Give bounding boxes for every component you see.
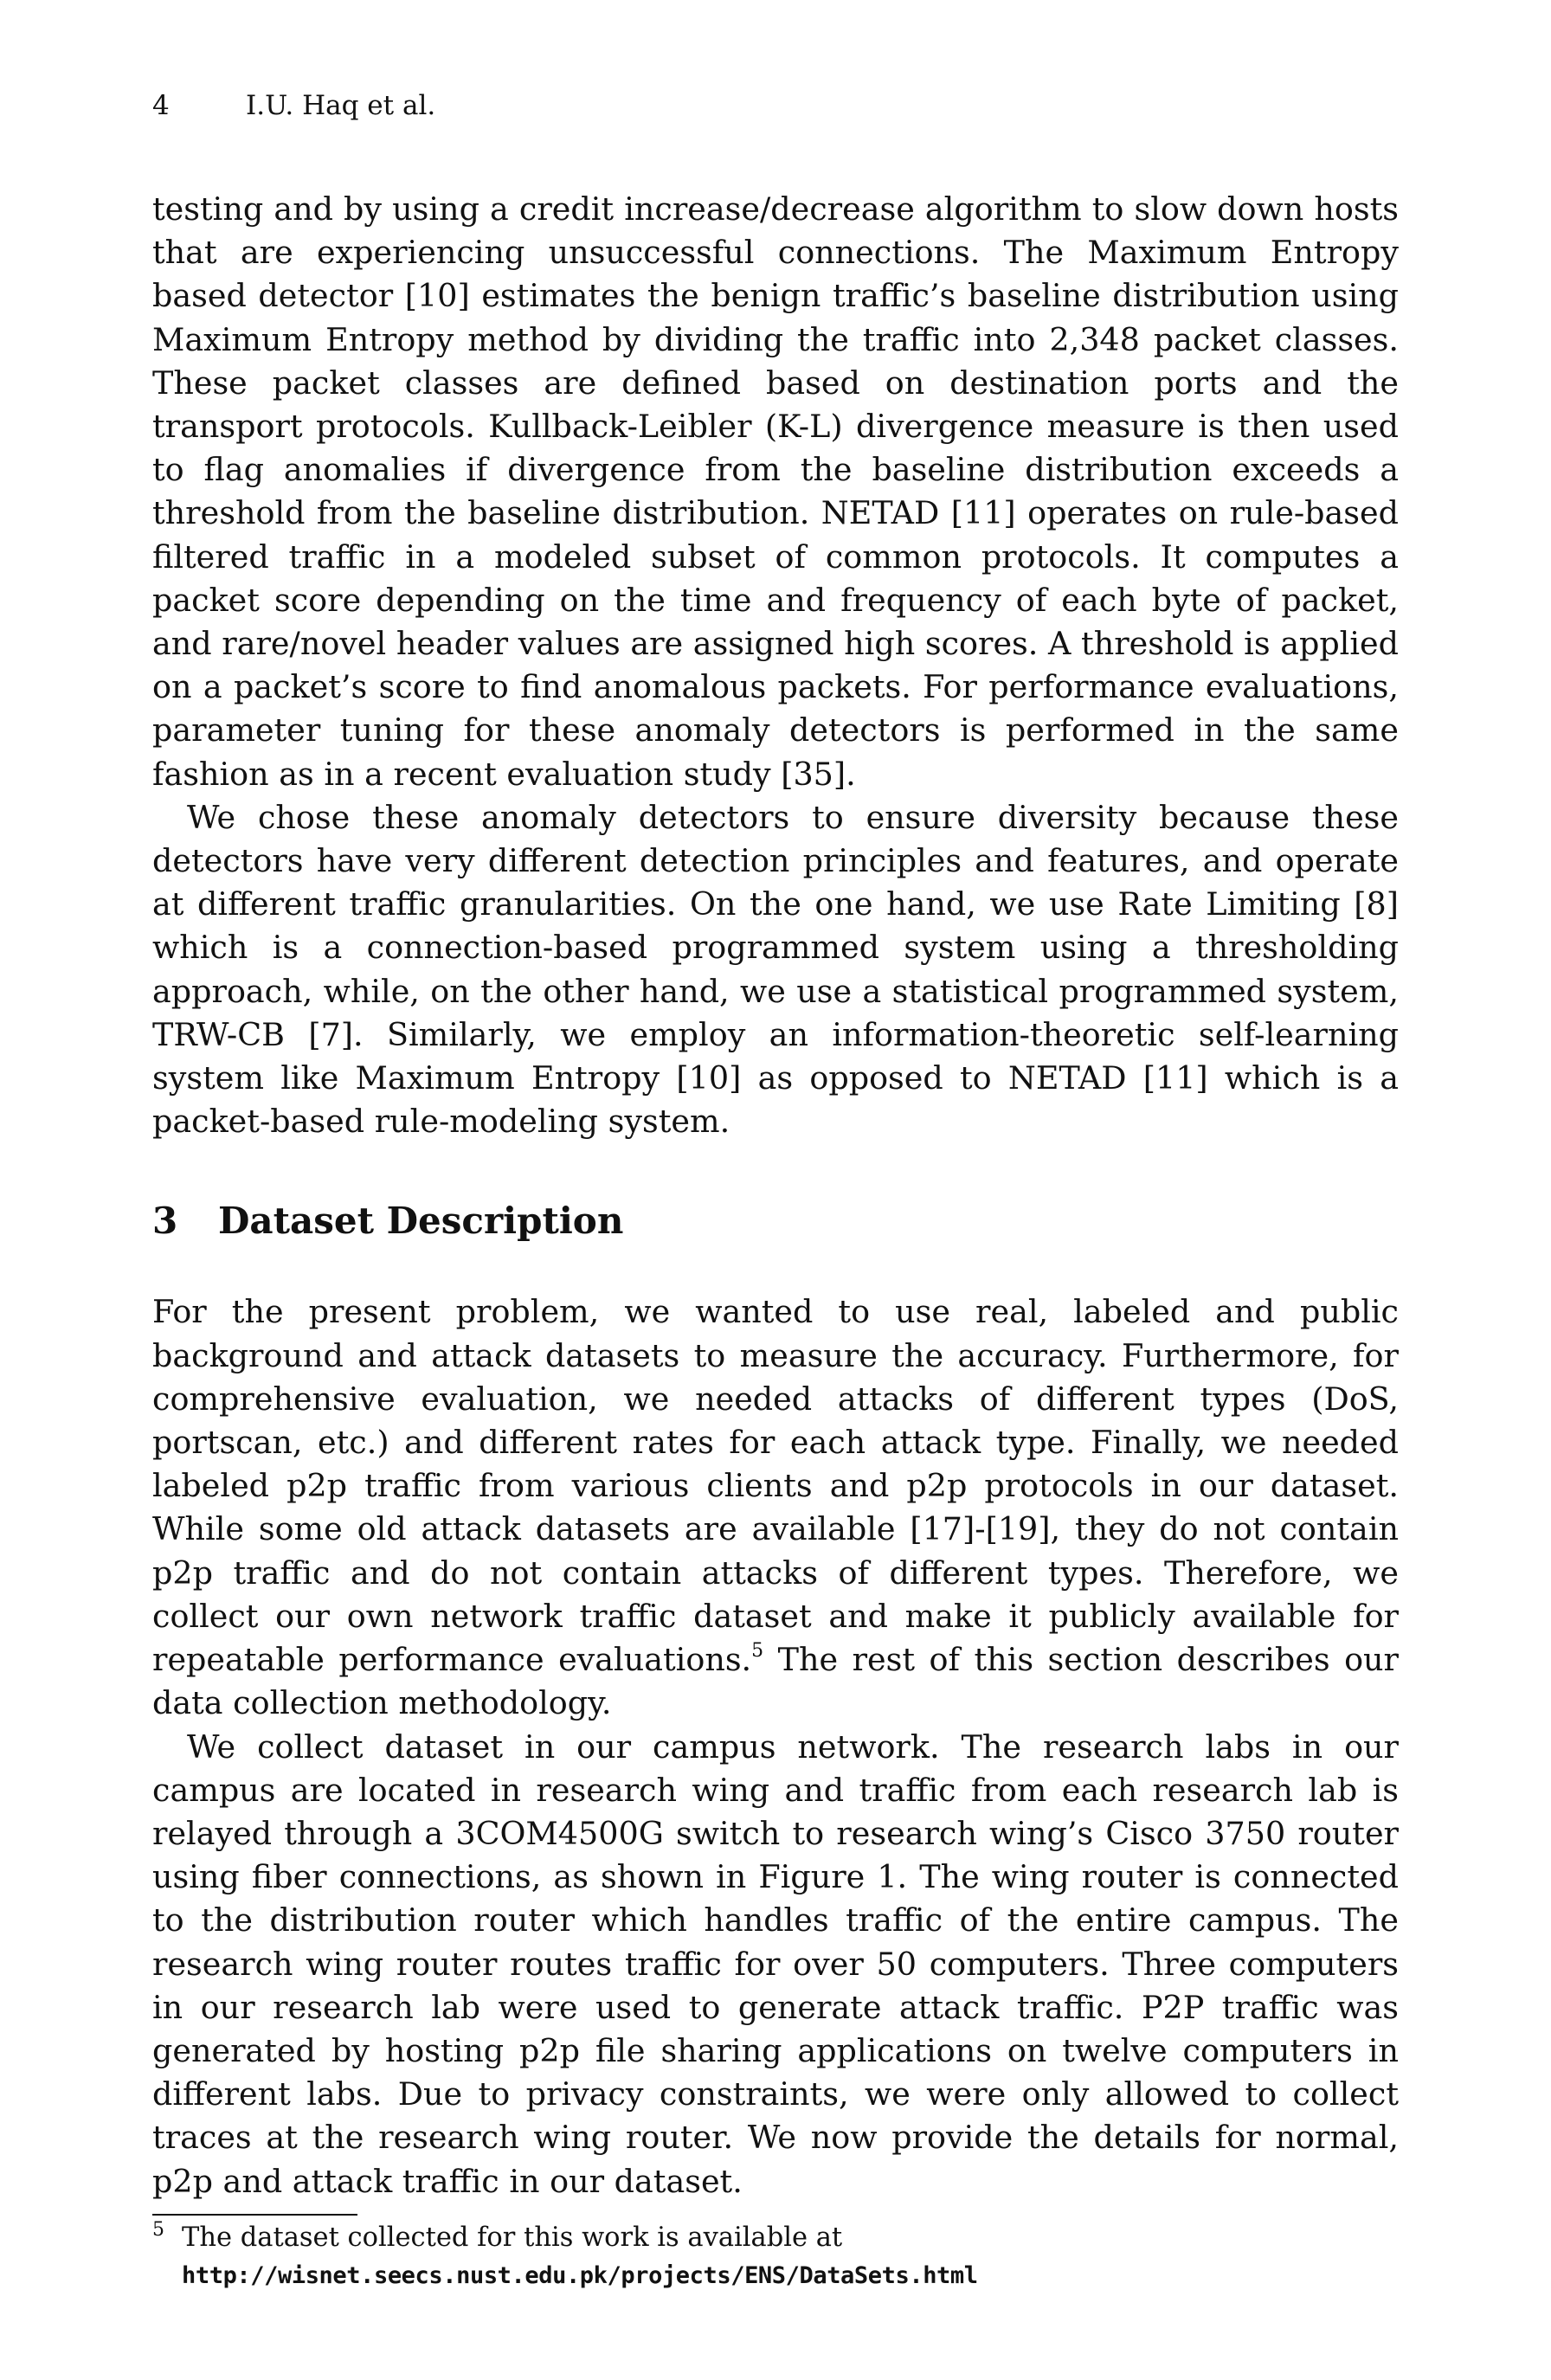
footnote-text: The dataset collected for this work is available at (182, 2222, 843, 2253)
running-head-authors: I.U. Haq et al. (246, 89, 436, 121)
running-head (152, 87, 1399, 125)
footnote-rule (152, 2214, 357, 2216)
paragraph-detector-diversity: We chose these anomaly detectors to ensure diversity because these detectors have very different detection principles and features, and operate at different traffic granularities. On the one hand, we use Rate Limiting [8] which is a connection-based programmed system using a thresholding approach, while, on the other hand, we use a statistical programmed system, TRW-CB [7]. Similarly, we employ an information-theoretic self-learning system like Maximum Entropy [10] as opposed to NETAD [11] which is a packet-based rule-modeling system. (152, 798, 1399, 1141)
paragraph-anomaly-detectors: testing and by using a credit increase/decrease algorithm to slow down hosts that are experiencing unsuccessful connections. The Maximum Entropy based detector [10] estimates the benign traffic’s baseline distribution using Maximum Entropy method by dividing the traffic into 2,348 packet classes. These packet classes are defined based on destination ports and the transport protocols. Kullback-Leibler (K-L) divergence measure is then used to flag anomalies if divergence from the baseline distribution exceeds a threshold from the baseline distribution. NETAD [11] operates on rule-based filtered traffic in a modeled subset of common protocols. It computes a packet score depending on the time and frequency of each byte of packet, and rare/novel header values are assigned high scores. A threshold is applied on a packet’s score to find anomalous packets. For performance evaluations, parameter tuning for these anomaly detectors is performed in the same fashion as in a recent evaluation study [35]. (152, 190, 1399, 793)
footnote: 5 The dataset collected for this work is available at http://wisnet.seecs.nust.edu.pk/projects/ENS/DataSets.html (152, 2219, 1399, 2295)
section-heading (152, 1197, 1399, 1245)
paragraph-dataset-requirements (152, 1290, 1399, 1725)
paragraph-dataset-requirements-tail: The rest of this section describes our data collection methodology. (152, 1641, 1399, 1722)
paragraph-campus-network: We collect dataset in our campus network. The research labs in our campus are located in research wing and traffic from each research lab is relayed through a 3COM4500G switch to research wing’s Cisco 3750 router using fiber connections, as shown in Figure 1. The wing router is connected to the distribution router which handles traffic of the entire campus. The research wing router routes traffic for over 50 computers. Three computers in our research lab were used to generate attack traffic. P2P traffic was generated by hosting p2p file sharing applications on twelve computers in different labs. Due to privacy constraints, we were only allowed to collect traces at the research wing router. We now provide the details for normal, p2p and attack traffic in our dataset. (152, 1727, 1399, 2200)
footnote-url[interactable]: http://wisnet.seecs.nust.edu.pk/projects/ENS/DataSets.html (182, 2261, 978, 2289)
page-number: 4 (152, 89, 170, 121)
paragraph-dataset-requirements-text: For the present problem, we wanted to use real, labeled and public background and attack datasets to measure the accuracy. Furthermore, for comprehensive evaluation, we needed attacks of different types (DoS, portscan, etc.) and different rates for each attack type. Finally, we needed labeled p2p traffic from various clients and p2p protocols in our dataset. While some old attack datasets are available [17]-[19], they do not contain p2p traffic and do not contain attacks of different types. Therefore, we collect our own network traffic dataset and make it publicly available for repeatable performance evaluations. (152, 1293, 1399, 1679)
footnote-reference: 5 (751, 1640, 764, 1663)
section-title: Dataset Description (218, 1200, 624, 1243)
paper-page (152, 87, 1399, 2295)
section-number: 3 (152, 1200, 178, 1243)
